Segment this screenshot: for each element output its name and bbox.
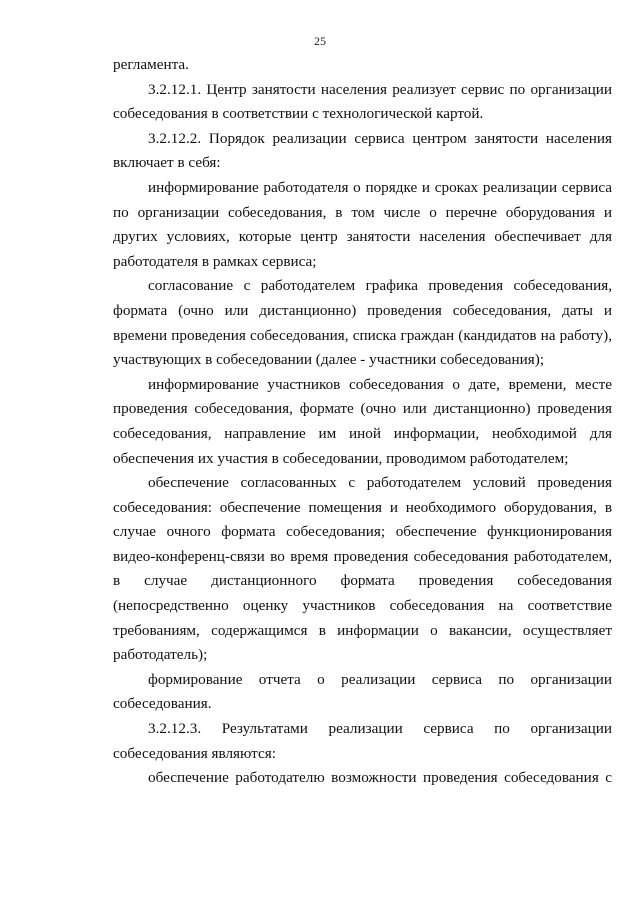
list-item-agreement-schedule: согласование с работодателем графика проведения собеседования, формата (очно или дистанционно) проведения собеседования, даты и времени проведения собеседования, списка граждан (кандидатов на работу), участвующих в собеседовании (далее - участники собеседования); [113,277,612,369]
document-body [113,53,612,791]
paragraph-3-2-12-1: 3.2.12.1. Центр занятости населения реализует сервис по организации собеседования в соответствии с технологической картой. [113,80,612,123]
list-item-informing-participants: информирование участников собеседования о дате, времени, месте проведения собеседования, формате (очно или дистанционно) проведения собеседования, направление им иной информации, необходимой для обеспечения их участия в собеседовании, проводимом работодателем; [113,375,612,467]
paragraph-continuation: регламента. [113,56,189,73]
paragraph-3-2-12-2: 3.2.12.2. Порядок реализации сервиса центром занятости населения включает в себя: [113,129,612,172]
page-number: 25 [314,34,326,48]
list-item-informing-employer: информирование работодателя о порядке и сроках реализации сервиса по организации собеседования, в том числе о перечне оборудования и других условиях, которые центр занятости населения обеспечивает для работодателя в рамках сервиса; [113,178,612,270]
list-item-ensuring-conditions: обеспечение согласованных с работодателем условий проведения собеседования: обеспечение помещения и необходимого оборудования, в случае очного формата собеседования; обеспечение функционирования видео-конференц-связи во время проведения собеседования работодателем, в случае дистанционного формата проведения собеседования (непосредственно оценку участников собеседования на соответствие требованиям, содержащимся в информации о вакансии, осуществляет работодатель); [113,474,612,664]
paragraph-3-2-12-3: 3.2.12.3. Результатами реализации сервиса по организации собеседования являются: [113,720,612,762]
list-item-results: обеспечение работодателю возможности проведения собеседования с [148,769,612,787]
list-item-report: формирование отчета о реализации сервиса по организации собеседования. [113,670,612,713]
